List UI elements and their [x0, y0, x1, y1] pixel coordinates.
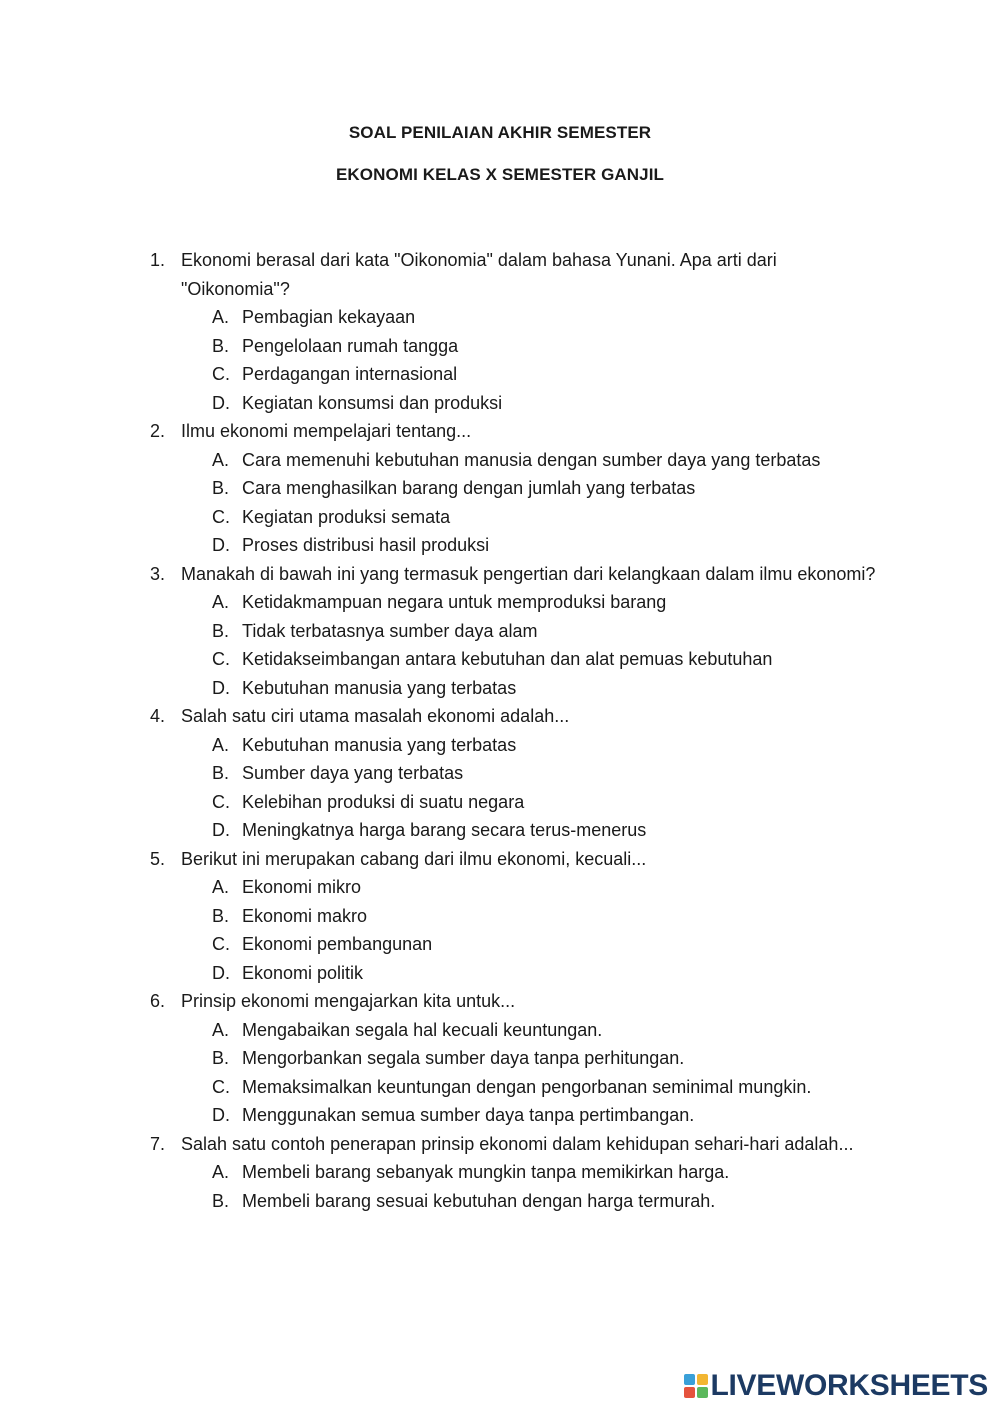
option-text: Kegiatan konsumsi dan produksi [242, 392, 503, 413]
answer-option [212, 731, 880, 760]
option-text: Ekonomi makro [242, 905, 368, 926]
option-letter: B. [212, 1190, 230, 1211]
option-text: Ketidakmampuan negara untuk memproduksi barang [242, 592, 667, 612]
option-letter: A. [212, 1019, 230, 1040]
question-item [150, 417, 880, 560]
option-letter: A. [212, 592, 230, 612]
option-text: Pembagian kekayaan [242, 307, 416, 327]
option-text: Pengelolaan rumah tangga [242, 335, 459, 356]
question-number: 4. [150, 706, 166, 726]
option-text: Kebutuhan manusia yang terbatas [242, 734, 517, 755]
option-letter: D. [212, 1105, 230, 1125]
option-text: Ekonomi politik [242, 962, 364, 983]
option-letter: C. [212, 934, 230, 954]
logo-square [684, 1387, 695, 1398]
option-letter: A. [212, 449, 230, 470]
question-number: 2. [150, 421, 166, 441]
answer-option [212, 503, 880, 532]
question-number: 5. [150, 848, 166, 869]
option-text: Proses distribusi hasil produksi [242, 535, 490, 555]
liveworksheets-logo-icon [684, 1374, 708, 1398]
option-letter: D. [212, 962, 230, 983]
option-letter: C. [212, 649, 230, 669]
option-text: Mengorbankan segala sumber daya tanpa perhitungan. [242, 1048, 685, 1068]
question-text: Salah satu ciri utama masalah ekonomi adalah... [181, 706, 570, 726]
option-letter: A. [212, 877, 230, 897]
option-text: Memaksimalkan keuntungan dengan pengorbanan seminimal mungkin. [242, 1076, 812, 1097]
answer-option [212, 446, 880, 475]
question-number: 7. [150, 1133, 166, 1154]
answer-options [181, 731, 880, 845]
option-letter: C. [212, 506, 230, 527]
question-item [150, 702, 880, 845]
logo-text: LIVEWORKSHEETS [710, 1369, 988, 1402]
question-item [150, 987, 880, 1130]
answer-option [212, 332, 880, 361]
liveworksheets-logo [684, 1368, 989, 1404]
answer-option [212, 617, 880, 646]
answer-option [212, 645, 880, 674]
option-letter: B. [212, 335, 230, 356]
logo-square [697, 1387, 708, 1398]
option-text: Kelebihan produksi di suatu negara [242, 791, 525, 812]
option-letter: C. [212, 1076, 230, 1097]
option-letter: B. [212, 905, 230, 926]
answer-option [212, 474, 880, 503]
answer-options [181, 446, 880, 560]
option-text: Cara menghasilkan barang dengan jumlah yang terbatas [242, 478, 696, 498]
answer-option [212, 674, 880, 703]
option-letter: A. [212, 734, 230, 755]
option-text: Ekonomi pembangunan [242, 934, 433, 954]
answer-option [212, 1016, 880, 1045]
answer-options [181, 873, 880, 987]
answer-options [181, 303, 880, 417]
question-item [150, 246, 880, 417]
answer-option [212, 902, 880, 931]
answer-option [212, 1073, 880, 1102]
question-number: 1. [150, 250, 166, 270]
answer-option [212, 389, 880, 418]
logo-square [684, 1374, 695, 1385]
answer-option [212, 759, 880, 788]
answer-option [212, 1044, 880, 1073]
question-text: Manakah di bawah ini yang termasuk pengertian dari kelangkaan dalam ilmu ekonomi? [181, 563, 876, 584]
option-text: Menggunakan semua sumber daya tanpa pertimbangan. [242, 1105, 695, 1125]
option-letter: D. [212, 677, 230, 698]
question-text: Berikut ini merupakan cabang dari ilmu ekonomi, kecuali... [181, 848, 647, 869]
answer-option [212, 531, 880, 560]
question-item [150, 560, 880, 703]
option-letter: D. [212, 820, 230, 840]
question-list [150, 246, 880, 1215]
option-text: Cara memenuhi kebutuhan manusia dengan sumber daya yang terbatas [242, 449, 821, 470]
answer-option [212, 588, 880, 617]
question-item [150, 1130, 880, 1216]
answer-option [212, 1187, 880, 1216]
answer-options [181, 588, 880, 702]
option-text: Membeli barang sebanyak mungkin tanpa memikirkan harga. [242, 1162, 730, 1182]
answer-option [212, 360, 880, 389]
answer-options [181, 1158, 880, 1215]
answer-option [212, 303, 880, 332]
answer-option [212, 873, 880, 902]
option-letter: B. [212, 763, 230, 783]
page-subtitle: EKONOMI KELAS X SEMESTER GANJIL [335, 165, 665, 184]
option-letter: B. [212, 620, 230, 641]
option-text: Tidak terbatasnya sumber daya alam [242, 620, 538, 641]
question-text: Prinsip ekonomi mengajarkan kita untuk... [181, 991, 516, 1011]
option-letter: D. [212, 535, 230, 555]
question-text: Ilmu ekonomi mempelajari tentang... [181, 421, 472, 441]
option-letter: A. [212, 1162, 230, 1182]
question-item [150, 845, 880, 988]
option-letter: B. [212, 1048, 230, 1068]
page-title: SOAL PENILAIAN AKHIR SEMESTER [348, 123, 652, 142]
option-text: Membeli barang sesuai kebutuhan dengan harga termurah. [242, 1190, 716, 1211]
answer-options [181, 1016, 880, 1130]
option-text: Mengabaikan segala hal kecuali keuntungan. [242, 1019, 603, 1040]
question-number: 6. [150, 991, 166, 1011]
logo-square [697, 1374, 708, 1385]
option-letter: B. [212, 478, 230, 498]
option-text: Sumber daya yang terbatas [242, 763, 464, 783]
option-text: Ketidakseimbangan antara kebutuhan dan alat pemuas kebutuhan [242, 649, 773, 669]
question-number: 3. [150, 563, 166, 584]
question-text: Ekonomi berasal dari kata "Oikonomia" dalam bahasa Yunani. Apa arti dari "Oikonomia"? [181, 250, 777, 299]
option-letter: D. [212, 392, 230, 413]
option-text: Kegiatan produksi semata [242, 506, 451, 527]
option-letter: A. [212, 307, 230, 327]
option-text: Perdagangan internasional [242, 364, 458, 384]
answer-option [212, 930, 880, 959]
answer-option [212, 1101, 880, 1130]
option-letter: C. [212, 791, 230, 812]
option-letter: C. [212, 364, 230, 384]
answer-option [212, 1158, 880, 1187]
answer-option [212, 959, 880, 988]
answer-option [212, 788, 880, 817]
option-text: Ekonomi mikro [242, 877, 362, 897]
question-text: Salah satu contoh penerapan prinsip ekonomi dalam kehidupan sehari-hari adalah... [181, 1133, 854, 1154]
option-text: Meningkatnya harga barang secara terus-menerus [242, 820, 647, 840]
answer-option [212, 816, 880, 845]
option-text: Kebutuhan manusia yang terbatas [242, 677, 517, 698]
